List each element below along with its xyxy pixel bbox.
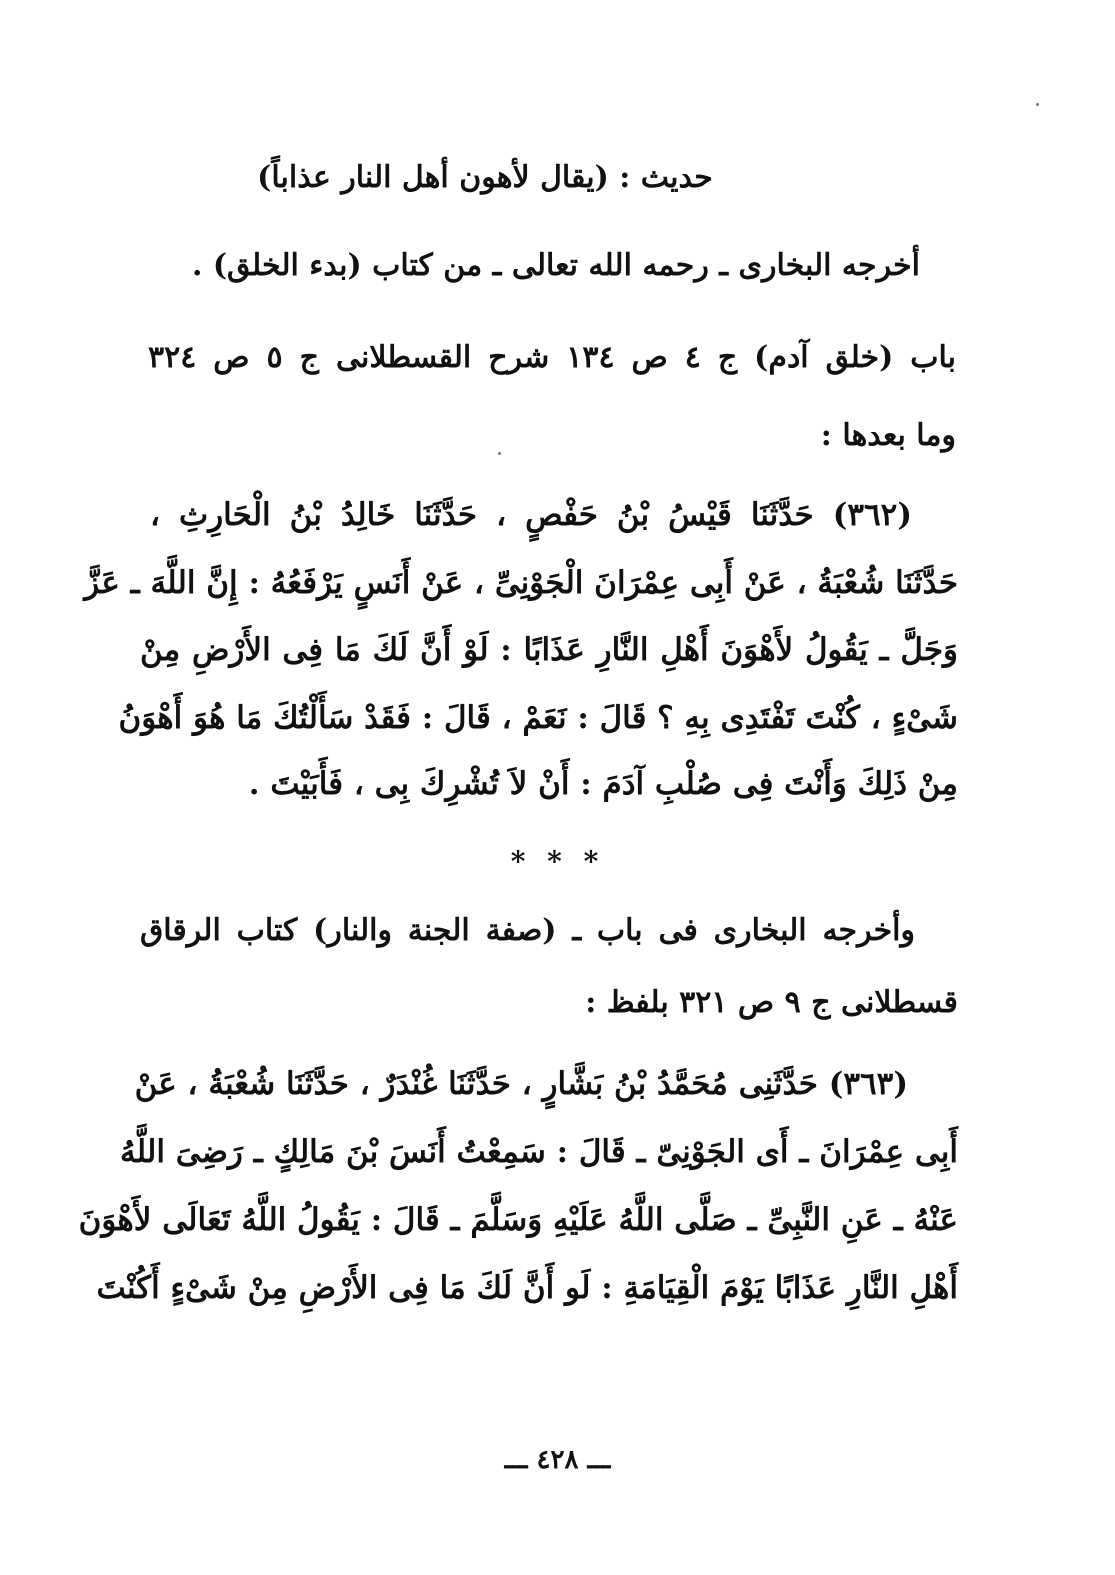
second-source-reference: قسطلانى ج ٩ ص ٣٢١ بلفظ : xyxy=(585,985,958,1020)
page-number: ـــ ٤٢٨ ـــ xyxy=(504,1445,611,1475)
source-attribution: أخرجه البخارى ـ رحمه الله تعالى ـ من كتاب (بدء الخلق) . xyxy=(191,248,920,283)
source-reference: باب (خلق آدم) ج ٤ ص ١٣٤ شرح القسطلانى ج ٥ ص ٣٢٤ xyxy=(148,340,956,375)
hadith-362-line-5: مِنْ ذَلِكَ وَأَنْتَ فِى صُلْبِ آدَمَ : أَنْ لاَ تُشْرِكَ بِى ، فَأَبَيْتَ . xyxy=(248,766,958,802)
hadith-362-line-3: وَجَلَّ ـ يَقُولُ لأَهْوَنَ أَهْلِ النَّارِ عَذَابًا : لَوْ أَنَّ لَكَ مَا فِى الأَرْضِ مِنْ xyxy=(140,632,958,668)
hadith-363-line-1: (٣٦٣) حَدَّثَنِى مُحَمَّدُ بْنُ بَشَّارٍ ، حَدَّثَنَا غُنْدَرٌ ، حَدَّثَنَا شُعْبَةُ ، عَنْ xyxy=(134,1066,908,1102)
hadith-363-line-4: أَهْلِ النَّارِ عَذَابًا يَوْمَ الْقِيَامَةِ : لَو أَنَّ لَكَ مَا فِى الأَرْضِ مِنْ شَىْءٍ أَكُنْتَ xyxy=(96,1270,958,1306)
hadith-362-line-1: (٣٦٢) حَدَّثَنَا قَيْسُ بْنُ حَفْصٍ ، حَدَّثَنَا خَالِدُ بْنُ الْحَارِثِ ، xyxy=(150,497,912,533)
hadith-362-line-2: حَدَّثَنَا شُعْبَةُ ، عَنْ أَبِى عِمْرَانَ الْجَوْنِىِّ ، عَنْ أَنَسٍ يَرْفَعُهُ : إِنَّ اللَّهَ ـ عَزَّ xyxy=(84,565,958,601)
source-reference-continuation: وما بعدها : xyxy=(820,418,956,453)
hadith-363-line-3: عَنْهُ ـ عَنِ النَّبِىِّ ـ صَلَّى اللَّهُ عَلَيْهِ وَسَلَّمَ ـ قَالَ : يَقُولُ اللَّهُ تَعَالَى لأَهْوَنَ xyxy=(78,1202,958,1238)
paper-speck xyxy=(1036,103,1039,106)
second-source-attribution: وأخرجه البخارى فى باب ـ (صفة الجنة والنار) كتاب الرقاق xyxy=(140,913,915,948)
paper-speck xyxy=(498,452,501,455)
hadith-363-line-2: أَبِى عِمْرَانَ ـ أَى الجَوْنِىّ ـ قَالَ : سَمِعْتُ أَنَسَ بْنَ مَالِكٍ ـ رَضِىَ اللَّهُ xyxy=(120,1134,958,1170)
hadith-heading: حديث : (يقال لأهون أهل النار عذاباً) xyxy=(257,160,713,195)
hadith-362-line-4: شَىْءٍ ، كُنْتَ تَفْتَدِى بِهِ ؟ قَالَ : نَعَمْ ، قَالَ : فَقَدْ سَأَلْتُكَ مَا هُوَ أَهْوَنُ xyxy=(118,700,958,736)
section-separator: * * * xyxy=(510,845,605,878)
